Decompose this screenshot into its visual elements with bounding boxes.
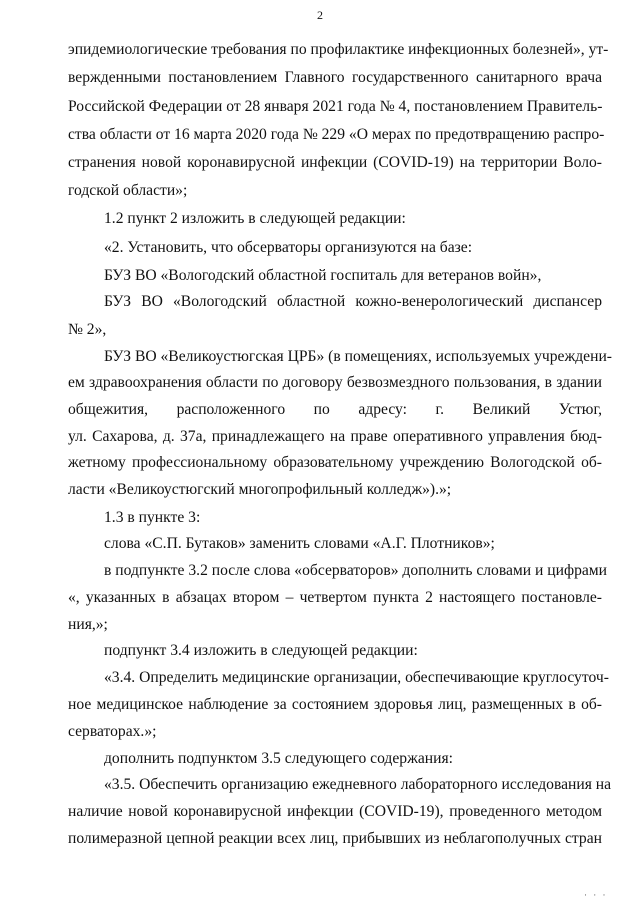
- paragraph-line: БУЗ ВО «Великоустюгская ЦРБ» (в помещениях, используемых учреждени-: [104, 348, 612, 365]
- paragraph-line: подпункт 3.4 изложить в следующей редакции:: [104, 642, 418, 659]
- paragraph-line: «, указанных в абзацах втором – четвертом пункта 2 настоящего постановле-: [68, 589, 602, 606]
- paragraph-line: 1.2 пункт 2 изложить в следующей редакции:: [104, 210, 406, 227]
- paragraph-line: БУЗ ВО «Вологодский областной кожно-венерологический диспансер: [104, 293, 602, 310]
- paragraph-line: № 2»,: [68, 321, 107, 338]
- paragraph-line: ное медицинское наблюдение за состоянием здоровья лиц, размещенных в об-: [68, 696, 602, 713]
- paragraph-line: полимеразной цепной реакции всех лиц, прибывших из неблагополучных стран: [68, 830, 602, 847]
- scan-mark: · · ·: [584, 890, 608, 900]
- paragraph-line: наличие новой коронавирусной инфекции (COVID-19), проведенного методом: [68, 803, 602, 820]
- paragraph-line: общежития, расположенного по адресу: г. Великий Устюг,: [68, 401, 602, 418]
- paragraph-line: «3.5. Обеспечить организацию ежедневного лабораторного исследования на: [104, 776, 612, 793]
- paragraph-line: ласти «Великоустюгский многопрофильный колледж»).»;: [68, 481, 452, 498]
- paragraph-line: жетному профессиональному образовательному учреждению Вологодской об-: [68, 454, 602, 471]
- paragraph-line: вержденными постановлением Главного государственного санитарного врача: [68, 69, 602, 86]
- paragraph-line: серваторах.»;: [68, 723, 157, 740]
- paragraph-line: годской области»;: [68, 182, 188, 199]
- paragraph-line: Российской Федерации от 28 января 2021 года № 4, постановлением Правитель-: [68, 98, 603, 115]
- paragraph-line: 1.3 в пункте 3:: [104, 509, 201, 526]
- paragraph-line: странения новой коронавирусной инфекции (COVID-19) на территории Воло-: [68, 154, 602, 171]
- paragraph-line: в подпункте 3.2 после слова «обсерваторов» дополнить словами и цифрами: [104, 562, 608, 579]
- paragraph-line: ул. Сахарова, д. 37а, принадлежащего на праве оперативного управления бюд-: [68, 428, 602, 445]
- page-number: 2: [317, 8, 323, 22]
- paragraph-line: ства области от 16 марта 2020 года № 229 «О мерах по предотвращению распро-: [68, 126, 605, 143]
- paragraph-line: ем здравоохранения области по договору безвозмездного пользования, в здании: [68, 374, 602, 391]
- paragraph-line: дополнить подпунктом 3.5 следующего содержания:: [104, 750, 453, 767]
- paragraph-line: эпидемиологические требования по профилактике инфекционных болезней», ут-: [68, 41, 609, 58]
- paragraph-line: «3.4. Определить медицинские организации, обеспечивающие круглосуточ-: [104, 669, 609, 686]
- paragraph-line: БУЗ ВО «Вологодский областной госпиталь для ветеранов войн»,: [104, 267, 542, 284]
- paragraph-line: «2. Установить, что обсерваторы организуются на базе:: [104, 239, 473, 256]
- paragraph-line: слова «С.П. Бутаков» заменить словами «А.Г. Плотников»;: [104, 535, 495, 552]
- paragraph-line: ния,»;: [68, 616, 108, 633]
